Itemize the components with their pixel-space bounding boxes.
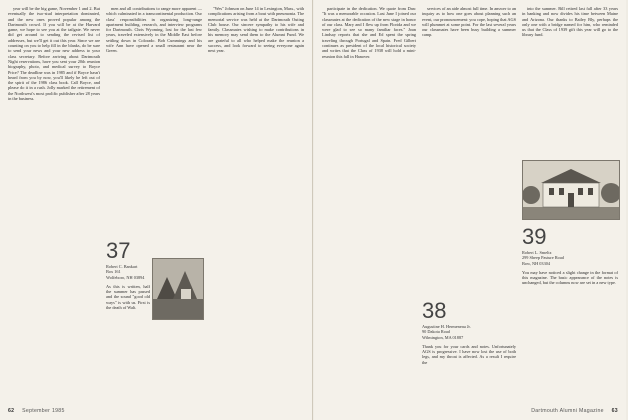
class-39-block [522, 226, 618, 396]
class-number-38: 38 [422, 300, 447, 323]
left-page-number: 62 [8, 408, 15, 414]
class-photo-left [152, 258, 204, 320]
left-footer [8, 408, 65, 414]
left-page [0, 0, 313, 420]
left-col2-text: men and all contributions to range more apparent — which culminated in a transcontinental production. Our class' responsibilities in organizing long-range apartment building, research, and interview programs for Dartmouth. Chris Wyoming, lost for the last few years, traveled extensively in the Middle East before settling down in Colorado. Bob Cummings and his wife Ann have opened a small restaurant near the Green. [106, 6, 202, 54]
class-39-caption: You may have noticed a slight change in the format of this magazine. The basic appearance of the notes is unchanged, but the columns now are set in a new type. [522, 269, 618, 286]
secretary-name: Robert L. Smeltz [522, 250, 552, 255]
left-column-3 [208, 6, 304, 401]
right-column-3 [522, 6, 618, 156]
right-page-number: 63 [611, 408, 618, 414]
address-line-1: Box 161 [106, 269, 121, 275]
address-line-1: 90 Dakota Road [422, 329, 450, 335]
class-37-caption: As this is written, half the summer has passed and the sound "good old ways" is with us. First is the death of Walt. [106, 283, 150, 311]
address-line-2: Wilmington, MA 01887 [422, 334, 464, 340]
secretary-name: Robert C. Bankart [106, 264, 138, 269]
building-illustration [523, 161, 619, 219]
class-37-block [106, 240, 150, 390]
class-number-39: 39 [522, 226, 547, 249]
class-38-caption: Thank you for your cards and notes. Unfortunately AGS is progressive. I have now lost the use of both legs, and my throat is affected. As a result I require the [422, 343, 516, 365]
secretary-name: Augustine H. Hermeneau Jr. [422, 324, 471, 329]
photo-illustration [153, 259, 203, 319]
left-column-1 [8, 6, 100, 401]
building-photo [522, 160, 620, 220]
left-col1-text: year will be the big game, November 1 and 2. But eventually the two-stud interpretation dominated, and the new ones proved popular among the Dartmouth crowd. If you will be at the Harvard game, we hope to see you at the tailgate. We never did get around to sending the revised list of addresses, but we'll get it out this year. Since we are counting on you to help fill in the blanks, do be sure to send your news and your new address to your class secretary. Before arriving about Dartmouth Night reservations, have you sent your 20th reunion biography, photo, and medical survey to Boyce Price? The deadline was in 1985 and if Boyce hasn't heard from you by now, you'll likely be left out of the spirit of the 1986 class book. Call Boyce, and please do it in a rush. Jolly marked the retirement of the Northwest's most prolific publisher after 28 years in the business. [8, 6, 100, 102]
address-line-1: 299 Sheep Pasture Road [522, 255, 564, 261]
right-column-1 [322, 6, 416, 401]
right-issue-title: Dartmouth Alumni Magazine [531, 408, 604, 414]
left-column-2 [106, 6, 202, 238]
address-line-2: Wolfeboro, NH 03894 [106, 274, 145, 280]
address-line-2: Bow, NH 03304 [522, 260, 551, 266]
class-38-block [422, 300, 516, 395]
right-col2-text: services of an aide almost full time. In answer to an inquiry as to how one goes about planning such an event, our pronouncement: you cope, hoping that AGS will plummet at some point. For the last several years our classmates have been busy building a summer camp. [422, 6, 516, 38]
right-col1-text: participate in the dedication. We quote from Dan: "It was a memorable occasion. Last June I joined our classmates at the dedication of the new stage in honor of our class. Mary and I flew up from Florida and we were glad to see so many familiar faces." Joan Lindsay reports that she and Ed spent the spring traveling through Portugal and Spain. Fred Gilbert continues as president of the local historical society and writes that the Class of 1938 will hold a mini-reunion this fall in Hanover. [322, 6, 416, 59]
class-37-address [106, 264, 150, 280]
right-column-2 [422, 6, 516, 206]
right-col3-text: into the summer. Bill retired last fall after 33 years in banking and now divides his time between Maine and Arizona. Our thanks to Bailey Bly, perhaps the only one with a bridge named for him, who reminded us that the Class of 1939 gift this year will go to the library fund. [522, 6, 618, 38]
class-number-37: 37 [106, 240, 131, 263]
right-footer [531, 408, 618, 414]
class-39-address [522, 250, 618, 266]
right-page [314, 0, 626, 420]
left-col3-text: "Wes" Johnson on June 14 in Lexington, Mass., with complications arising from a bout with pneumonia. The memorial service was held at the Dartmouth Outing Club house. Our sincere sympathy to his wife and family. Classmates wishing to make contributions in his memory may send them to the Alumni Fund. We are grateful to all who helped make the reunion a success, and look forward to seeing everyone again next year. [208, 6, 304, 54]
class-38-address [422, 324, 516, 340]
left-issue-date: September 1985 [22, 408, 65, 414]
